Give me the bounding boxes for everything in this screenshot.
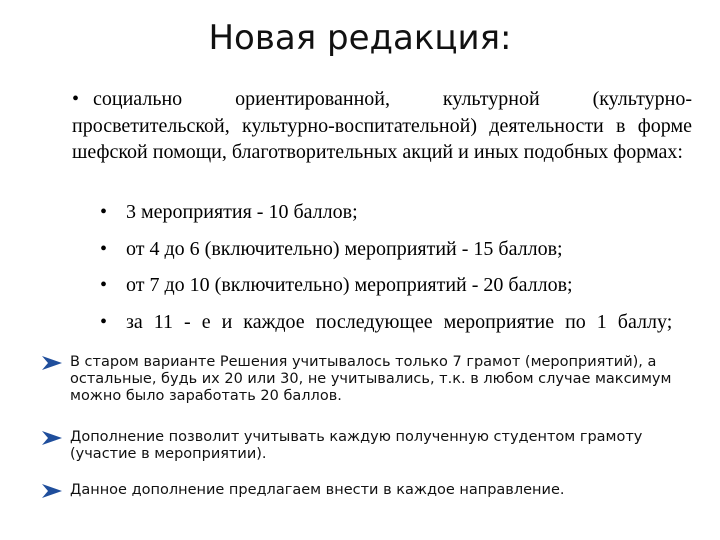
- sub-bullet-item: [100, 272, 698, 299]
- note-text: В старом варианте Решения учитывалось только 7 грамот (мероприятий), а остальные, будь их 20 или 30, не учитывались, т.к. в любом случае максимум можно было заработать 20 баллов.: [70, 354, 672, 404]
- sub-bullet-text: от 7 до 10 (включительно) мероприятий - 20 баллов;: [126, 274, 573, 296]
- slide-title: Новая редакция:: [208, 18, 512, 58]
- bullet-dot: •: [100, 274, 108, 296]
- sub-bullet-text: от 4 до 6 (включительно) мероприятий - 15 баллов;: [126, 237, 563, 260]
- note-item: [42, 482, 682, 499]
- sub-bullet-list: [100, 199, 698, 345]
- sub-bullet-item: [100, 199, 698, 226]
- note-text: Дополнение позволит учитывать каждую полученную студентом грамоту (участие в мероприятии).: [70, 429, 643, 462]
- bullet-dot: •: [100, 237, 108, 260]
- sub-bullet-text: за 11 - е и каждое последующее мероприятие по 1 баллу;: [126, 310, 673, 333]
- arrow-bullet-icon: [42, 356, 62, 370]
- note-text: Данное дополнение предлагаем внести в каждое направление.: [70, 482, 565, 498]
- sub-bullet-item: [100, 309, 698, 336]
- arrow-bullet-icon: [42, 484, 62, 498]
- note-item: [42, 354, 682, 405]
- arrow-bullet-icon: [42, 431, 62, 445]
- main-bullet-text: социально ориентированной, культурной (культурно-просветительской, культурно-воспитательной) деятельности в форме шефской помощи, благотворительных акций и иных подобных формах:: [72, 88, 692, 163]
- main-bullet-paragraph: [72, 86, 692, 166]
- sub-bullet-text: 3 мероприятия - 10 баллов;: [126, 201, 358, 223]
- note-item: [42, 429, 682, 463]
- bullet-dot: •: [100, 201, 108, 223]
- bullet-dot: •: [100, 310, 108, 333]
- sub-bullet-item: [100, 236, 698, 263]
- bullet-dot: •: [72, 88, 80, 110]
